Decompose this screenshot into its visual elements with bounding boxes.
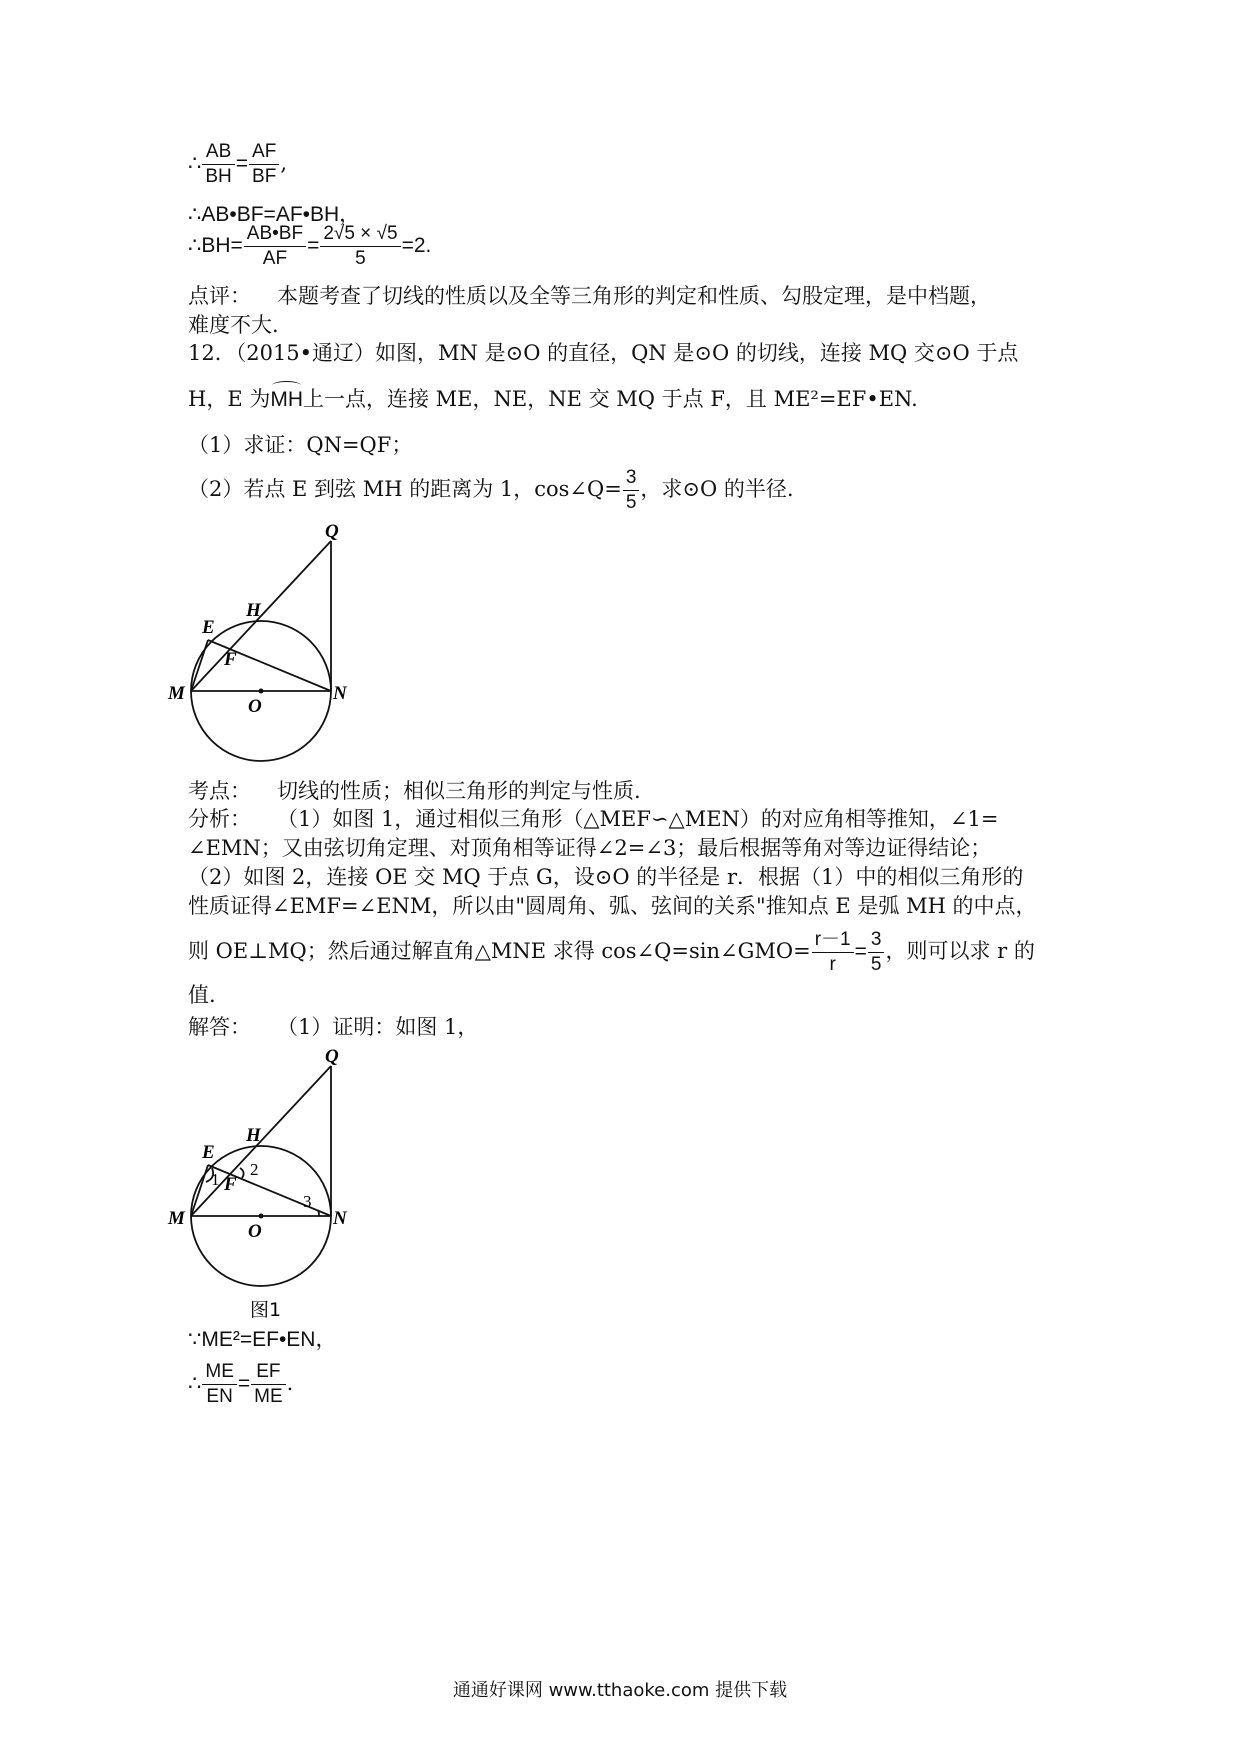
question-2-pre: （2）若点 E 到弦 MH 的距离为 1，cos∠Q=	[188, 477, 622, 501]
denominator: BH	[205, 166, 232, 187]
arc-mh: MH	[270, 385, 303, 415]
jieda-label: 解答：	[188, 1015, 251, 1039]
numerator: r－1	[812, 928, 854, 953]
fenxi-line-4: 性质证得∠EMF=∠ENM，所以由"圆周角、弧、弦间的关系"推知点 E 是弧 MH 的中点，	[188, 894, 1037, 918]
formula-bh	[188, 222, 431, 271]
fraction-3-5-b	[868, 928, 885, 977]
therefore-symbol-2: ∴	[188, 1371, 202, 1395]
numerator: 2√5 × √5	[320, 222, 400, 247]
label-f: F	[224, 649, 237, 670]
label-e: E	[202, 617, 215, 638]
angle-label-1: 1	[211, 1170, 220, 1189]
center-point-o	[259, 689, 264, 694]
equals: =	[237, 1372, 251, 1395]
bh-prefix: ∴BH=	[188, 234, 243, 257]
fraction-ab-bh	[202, 140, 234, 189]
jieda-text: （1）证明：如图 1，	[277, 1015, 479, 1039]
fraction-af-bf	[249, 140, 279, 189]
numerator: AB•BF	[244, 222, 306, 247]
problem-header: 12．（2015•通辽）如图，MN 是⊙O 的直径，QN 是⊙O 的切线，连接 MQ 交⊙O 于点	[188, 341, 1019, 365]
comment-label: 点评：	[188, 284, 251, 308]
page-footer: 通通好课网 www.tthaoke.com 提供下载	[452, 1680, 788, 1701]
denominator: 5	[870, 954, 882, 975]
comment-line	[188, 281, 991, 311]
center-point-o-2	[259, 1214, 264, 1219]
problem-line-2-pre: H，E 为	[188, 387, 271, 411]
comment-line-2: 难度不大.	[188, 313, 279, 337]
denominator: 5	[355, 248, 366, 269]
kaodian-text: 切线的性质；相似三角形的判定与性质.	[277, 779, 641, 803]
equals: =	[854, 940, 867, 963]
denominator: AF	[262, 248, 288, 269]
formula-ab-bf: ∴AB•BF=AF•BH，	[188, 203, 361, 226]
numerator: 3	[623, 466, 640, 491]
formula-ab-bh	[188, 140, 287, 189]
period: .	[286, 1371, 294, 1395]
fenxi-text-5-pre: 则 OE⊥MQ；然后通过解直角△MNE 求得 cos∠Q=sin∠GMO=	[188, 939, 811, 963]
result: =2.	[401, 234, 432, 257]
numerator: AB	[202, 140, 234, 165]
numerator: 3	[868, 928, 885, 953]
denominator: EN	[206, 1386, 233, 1407]
label-n: N	[333, 683, 347, 704]
denominator: ME	[254, 1386, 283, 1407]
angle-mark-2	[240, 1168, 244, 1178]
because-line: ∵ME²=EF•EN，	[188, 1328, 337, 1351]
fenxi-line-6: 值.	[188, 983, 216, 1007]
label-e-2: E	[202, 1142, 215, 1163]
numerator: ME	[202, 1360, 237, 1385]
label-m: M	[168, 683, 185, 704]
fenxi-line-2: ∠EMN；又由弦切角定理、对顶角相等证得∠2=∠3；最后根据等角对等边证得结论；	[188, 836, 992, 860]
fenxi-text-1: （1）如图 1，通过相似三角形（△MEF∽△MEN）的对应角相等推知，∠1=	[277, 807, 999, 831]
label-h: H	[246, 600, 261, 621]
fraction-r-1-r	[812, 928, 854, 977]
equals: =	[235, 152, 249, 175]
fraction-ef-me	[251, 1360, 286, 1409]
geometry-figure-problem	[160, 515, 400, 795]
therefore-symbol: ∴	[188, 151, 202, 175]
label-o: O	[248, 696, 262, 717]
question-2	[188, 466, 794, 515]
angle-label-3: 3	[303, 1192, 312, 1211]
equals: =	[307, 234, 320, 257]
fraction-me-en	[202, 1360, 237, 1409]
fraction-abbf-af	[244, 222, 306, 271]
fraction-root5	[320, 222, 400, 271]
fenxi-label: 分析：	[188, 807, 251, 831]
label-f-2: F	[224, 1174, 237, 1195]
problem-line-2-post: 上一点，连接 ME，NE，NE 交 MQ 于点 F，且 ME²=EF•EN.	[303, 387, 918, 411]
angle-label-2: 2	[250, 1160, 259, 1179]
comment-text: 本题考查了切线的性质以及全等三角形的判定和性质、勾股定理，是中档题，	[277, 284, 991, 308]
label-q-2: Q	[325, 1046, 339, 1067]
angle-mark-3	[318, 1210, 319, 1216]
label-h-2: H	[246, 1125, 261, 1146]
line-me	[191, 640, 208, 691]
problem-line-2	[188, 384, 918, 415]
fenxi-line-5	[188, 928, 1035, 977]
fraction-3-5	[623, 466, 640, 515]
label-n-2: N	[333, 1208, 347, 1229]
label-q: Q	[325, 521, 339, 542]
figure-caption: 图1	[250, 1299, 282, 1321]
line-mq	[191, 541, 331, 691]
numerator: AF	[249, 140, 279, 165]
denominator: r	[829, 954, 836, 975]
jieda-line	[188, 1012, 478, 1042]
label-m-2: M	[168, 1208, 185, 1229]
line-me-2	[191, 1165, 208, 1216]
fenxi-line-3: （2）如图 2，连接 OE 交 MQ 于点 G，设⊙O 的半径是 r．根据（1）中的相似三角形的	[188, 865, 1024, 889]
denominator: 5	[625, 492, 637, 513]
kaodian-line	[188, 776, 641, 806]
numerator: EF	[251, 1360, 286, 1385]
fenxi-text-5-post: ，则可以求 r 的	[885, 939, 1035, 963]
comma: ,	[280, 151, 288, 175]
label-o-2: O	[248, 1221, 262, 1242]
denominator: BF	[252, 166, 277, 187]
geometry-figure-solution	[160, 1040, 400, 1340]
question-2-post: ，求⊙O 的半径.	[640, 477, 794, 501]
question-1: （1）求证：QN=QF；	[188, 433, 413, 457]
fenxi-line-1	[188, 804, 998, 834]
kaodian-label: 考点：	[188, 779, 251, 803]
therefore-line	[188, 1360, 293, 1409]
